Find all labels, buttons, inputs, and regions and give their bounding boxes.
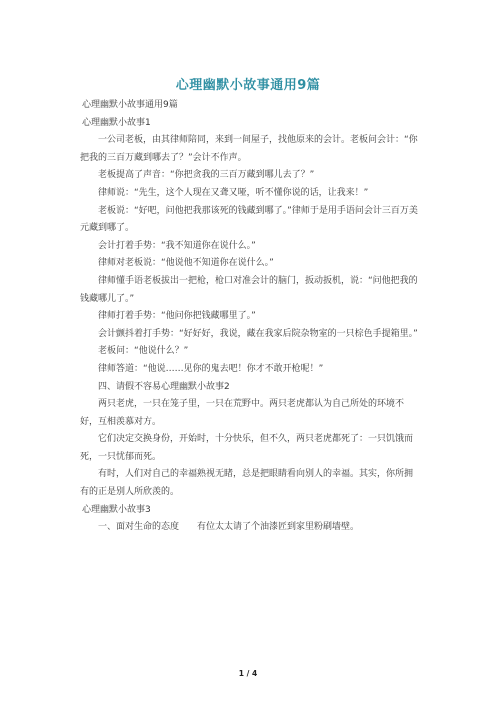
paragraph: 律师懂手语老板拔出一把枪，枪口对准会计的脑门，扳动扳机，说：“问他把我的钱藏哪儿了。” <box>80 275 418 304</box>
paragraph: 有时，人们对自己的幸福熟视无睹，总是把眼睛看向别人的幸福。其实，你所拥有的正是别人所欣羡的。 <box>80 469 414 498</box>
paragraph: 会计颤抖着打手势：“好好好，我说，藏在我家后院杂物室的一只棕色手提箱里。” <box>98 328 418 339</box>
paragraph: 老板问：“他说什么？” <box>98 346 189 357</box>
paragraph: 老板说：“好吧，问他把我那该死的钱藏到哪了。”律师于是用手语问会计三百万美元藏到哪了。 <box>80 205 418 234</box>
paragraph: 两只老虎，一只在笼子里，一只在荒野中。两只老虎都认为自己所处的环境不好，互相羡慕对方。 <box>80 399 405 427</box>
paragraph: 律师答道：“他说……见你的鬼去吧！你才不敢开枪呢！” <box>98 363 324 374</box>
document-title: 心理幽默小故事通用9篇 <box>175 78 321 93</box>
page-indicator: 1 / 4 <box>238 669 258 678</box>
paragraph: 律师说：“先生，这个人现在又聋又哑，听不懂你说的话，让我来！” <box>98 187 369 198</box>
paragraph: 律师对老板说：“他说他不知道你在说什么。” <box>98 258 274 269</box>
paragraph: 一公司老板，由其律师陪同，来到一间屋子，找他原来的会计。老板问会计：“你把我的三百万藏到哪去了？”会计不作声。 <box>80 135 418 163</box>
paragraph: 一、面对生命的态度 有位太太请了个油漆匠到家里粉刷墙壁。 <box>98 522 360 533</box>
paragraph-heading: 心理幽默小故事3 <box>82 504 151 515</box>
paragraph: 它们决定交换身份，开始时，十分快乐，但不久，两只老虎都死了：一只饥饿而死，一只忧郁而死。 <box>80 434 414 462</box>
paragraph-heading: 心理幽默小故事1 <box>82 117 151 128</box>
paragraph: 会计打着手势：“我不知道你在说什么。” <box>98 240 256 251</box>
paragraph: 四、请假不容易心理幽默小故事2 <box>98 381 230 392</box>
paragraph: 老板提高了声音：“你把贪我的三百万藏到哪儿去了？” <box>98 170 315 181</box>
paragraph-heading: 心理幽默小故事通用9篇 <box>82 100 178 110</box>
document-body <box>80 97 420 537</box>
paragraph: 律师打着手势：“他问你把钱藏哪里了。” <box>98 311 256 322</box>
